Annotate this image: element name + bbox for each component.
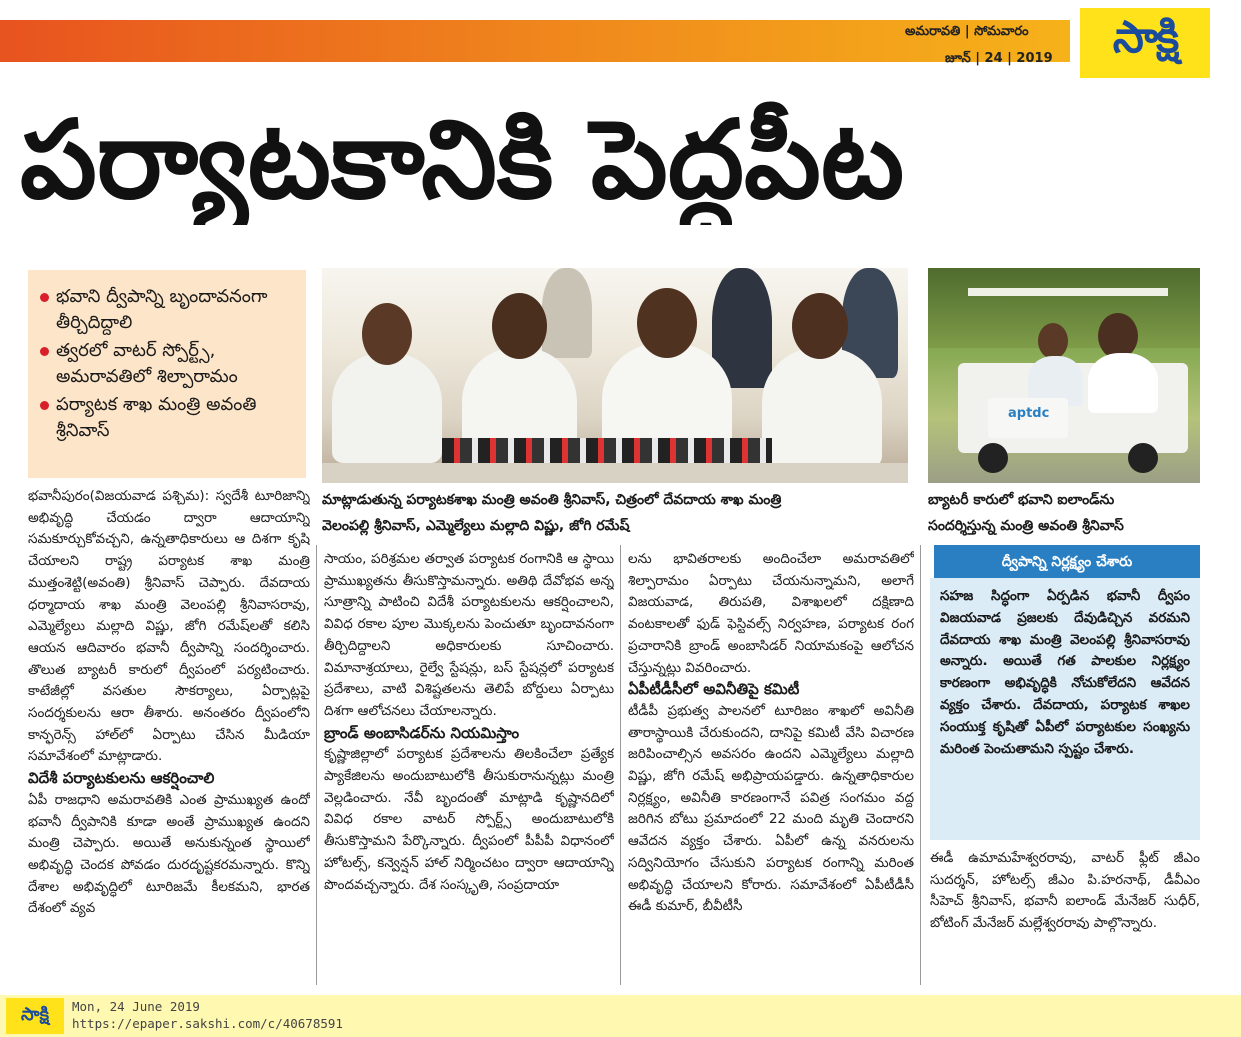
- subheading: ఏపీటీడీసీలో అవినీతిపై కమిటీ: [628, 680, 800, 699]
- dateline: [905, 18, 1075, 72]
- highlight-item: [38, 284, 294, 336]
- article-column-2: [324, 549, 614, 985]
- sakshi-logo: [1080, 8, 1210, 78]
- article-paragraph: టీడీపీ ప్రభుత్వ పాలనలో టూరిజం శాఖలో అవినీతి తారాస్థాయికి చేరుకుందని, దానిపై కమిటీ వేసి విచారణ జరిపించాల్సిన అవసరం ఉందని ఎమ్మెల్యేలు మల్లాది విష్ణు, జోగి రమేష్ అభిప్రాయపడ్డారు. ఉన్నతాధికారుల నిర్లక్ష్యం, అవినీతి కారణంగానే పవిత్ర సంగమం వద్ద జరిగిన బోటు ప్రమాదంలో 22 మంది మృతి చెందారని ఆవేదన వ్యక్తం చేశారు. ఏపీలో ఉన్న వనరులను సద్వినియోగం చేసుకుని పర్యాటక రంగాన్ని మరింత అభివృద్ధి చేయాలని కోరారు. సమావేశంలో ఏపీటీడీసీ ఈడీ కుమార్, బీవీటీసీ: [628, 702, 914, 915]
- footer-url[interactable]: https://epaper.sakshi.com/c/40678591: [72, 1016, 343, 1031]
- highlight-text: భవాని ద్వీపాన్ని బృందావనంగా తీర్చిదిద్దాలి: [56, 286, 268, 333]
- sidebar-box: [930, 578, 1200, 840]
- logo-text: సాక్షి: [1112, 12, 1178, 63]
- highlight-item: [38, 392, 294, 444]
- battery-car-photo: [928, 268, 1200, 483]
- sidebar-paragraph: సహజ సిద్ధంగా ఏర్పడిన భవానీ ద్వీపం విజయవాడ ప్రజలకు దేవుడిచ్చిన వరమని దేవదాయ శాఖ మంత్రి వెలంపల్లి శ్రీనివాసరావు అన్నారు. అయితే గత పాలకుల నిర్లక్ష్యం కారణంగా అభివృద్ధికి నోచుకోలేదని ఆవేదన వ్యక్తం చేశారు. దేవదాయ, పర్యాటక శాఖల సంయుక్త కృషితో ఏపీలో పర్యాటకుల సంఖ్యను మరింత పెంచుతామని స్పష్టం చేశారు.: [940, 588, 1190, 757]
- article-paragraph: ఈడీ ఉమామహేశ్వరరావు, వాటర్ ఫ్లీట్ జీఎం సుదర్శన్, హోటల్స్ జీఎం పి.హరనాథ్, డీవీఎం సీహెచ్ శ్రీనివాస్, భవానీ ఐలాండ్ మేనేజర్ సుధీర్, బోటింగ్ మేనేజర్ మల్లేశ్వరరావు పాల్గొన్నారు.: [930, 850, 1200, 932]
- bullet-icon: [40, 401, 49, 410]
- side-photo-caption: [928, 487, 1200, 539]
- article-tail: [930, 848, 1200, 988]
- highlights-box: [28, 270, 306, 478]
- caption-line: బ్యాటరీ కారులో భవాని ఐలాండ్‌ను: [928, 492, 1115, 508]
- footer-date: Mon, 24 June 2019: [72, 999, 200, 1014]
- sidebar-title: ద్వీపాన్ని నిర్లక్ష్యం చేశారు: [934, 545, 1200, 579]
- bullet-icon: [40, 347, 49, 356]
- article-column-3: [628, 549, 914, 985]
- subheading: విదేశీ పర్యాటకులను ఆకర్షించాలి: [28, 769, 215, 788]
- column-rule: [620, 545, 621, 985]
- footer-logo-text: సాక్షి: [21, 1003, 49, 1025]
- article-paragraph: సాయం, పరిశ్రమల తర్వాత పర్యాటక రంగానికి ఆ స్థాయి ప్రాముఖ్యతను తీసుకొస్తామన్నారు. అతిథి దేవోభవ అన్న సూత్రాన్ని పాటించి విదేశీ పర్యాటకులను ఆకర్షించాలని, వివిధ రకాల పూల మొక్కలను పెంచుతూ బృందావనంగా తీర్చిదిద్దాలని అధికారులకు సూచించారు. విమానాశ్రయాలు, రైల్వే స్టేషన్లు, బస్ స్టేషన్లలో పర్యాటక ప్రదేశాలు, వాటి విశిష్టతలను తెలిపే బోర్డులు ఏర్పాటు దిశగా ఆలోచనలు చేయాలన్నారు.: [324, 551, 614, 719]
- highlight-text: పర్యాటక శాఖ మంత్రి అవంతి శ్రీనివాస్: [56, 394, 257, 441]
- highlight-item: [38, 338, 294, 390]
- caption-line: సందర్శిస్తున్న మంత్రి అవంతి శ్రీనివాస్: [928, 518, 1124, 534]
- footer-info: [72, 998, 343, 1032]
- column-rule: [920, 545, 921, 985]
- footer-logo: [6, 998, 64, 1034]
- caption-line: వెలంపల్లి శ్రీనివాస్, ఎమ్మెల్యేలు మల్లాది విష్ణు, జోగి రమేష్: [322, 518, 630, 534]
- subheading: బ్రాండ్ అంబాసిడర్‌ను నియమిస్తాం: [324, 723, 520, 742]
- main-photo-caption: [322, 487, 908, 539]
- cart-logo-text: aptdc: [1008, 406, 1050, 421]
- article-paragraph: లను భావితరాలకు అందించేలా అమరావతిలో శిల్పారామం ఏర్పాటు చేయనున్నామని, అలాగే విజయవాడ, తిరుపతి, విశాఖలలో దక్షిణాది వంటకాలతో ఫుడ్ ఫెస్టివల్స్ నిర్వహణ, పర్యాటక రంగ ప్రచారానికి బ్రాండ్ అంబాసిడర్ నియామకంపై ఆలోచన చేస్తున్నట్లు వివరించారు.: [628, 551, 914, 676]
- highlight-text: త్వరలో వాటర్ స్పోర్ట్స్, అమరావతిలో శిల్పారామం: [56, 340, 238, 387]
- column-rule: [316, 545, 317, 985]
- bullet-icon: [40, 293, 49, 302]
- press-conference-photo: [322, 268, 908, 483]
- headline: పర్యాటకానికి పెద్దపీట: [20, 97, 905, 223]
- article-paragraph: భవానీపురం(విజయవాడ పశ్చిమ): స్వదేశీ టూరిజాన్ని అభివృద్ధి చేయడం ద్వారా ఆదాయాన్ని సమకూర్చుకోవచ్చని, ఉన్నతాధికారులు ఆ దిశగా కృషి చేయాలని రాష్ట్ర పర్యాటక శాఖ మంత్రి ముత్తంశెట్టి(అవంతి) శ్రీనివాస్ చెప్పారు. దేవదాయ ధర్మాదాయ శాఖ మంత్రి వెలంపల్లి శ్రీనివాసరావు, ఎమ్మెల్యేలు మల్లాది విష్ణు, జోగి రమేష్‌లతో కలిసి ఆయన ఆదివారం భవానీ ద్వీపాన్ని సందర్శించారు. తొలుత బ్యాటరీ కారులో ద్వీపంలో పర్యటించారు. కాటేజీల్లో వసతుల సౌకర్యాలు, ఏర్పాట్లపై సందర్శకులను ఆరా తీశారు. అనంతరం ద్వీపంలోని కాన్ఫరెన్స్ హాల్‌లో ఏర్పాటు చేసిన మీడియా సమావేశంలో మాట్లాడారు.: [28, 488, 310, 765]
- article-paragraph: ఏపీ రాజధాని అమరావతికి ఎంత ప్రాముఖ్యత ఉందో భవానీ ద్వీపానికి కూడా అంతే ప్రాముఖ్యత ఉందని మంత్రి చెప్పారు. అయితే అనుకున్నంత స్థాయిలో అభివృద్ధి చెందక పోవడం దురదృష్టకరమన్నారు. కొన్ని దేశాల అభివృద్ధిలో టూరిజమే కీలకమని, భారత దేశంలో వ్యవ: [28, 791, 310, 917]
- dateline-place-day: అమరావతి | సోమవారం: [905, 24, 1029, 39]
- article-paragraph: కృష్ణాజిల్లాలో పర్యాటక ప్రదేశాలను తిలకించేలా ప్రత్యేక ప్యాకేజిలను అందుబాటులోకి తీసుకురానున్నట్లు మంత్రి వెల్లడించారు. నేవీ బృందంతో మాట్లాడి కృష్ణానదిలో వివిధ రకాల వాటర్ స్పోర్ట్స్ అందుబాటులోకి తీసుకొస్తామని పేర్కొన్నారు. ద్వీపంలో పీపీపీ విధానంలో హోటల్స్, కన్వెన్షన్ హాల్ నిర్మించటం ద్వారా ఆదాయాన్ని పొందవచ్చన్నారు. దేశ సంస్కృతి, సంప్రదాయా: [324, 746, 614, 893]
- caption-line: మాట్లాడుతున్న పర్యాటకశాఖ మంత్రి అవంతి శ్రీనివాస్, చిత్రంలో దేవదాయ శాఖ మంత్రి: [322, 492, 782, 508]
- article-column-1: [28, 486, 310, 986]
- dateline-date: జూన్ | 24 | 2019: [945, 51, 1053, 66]
